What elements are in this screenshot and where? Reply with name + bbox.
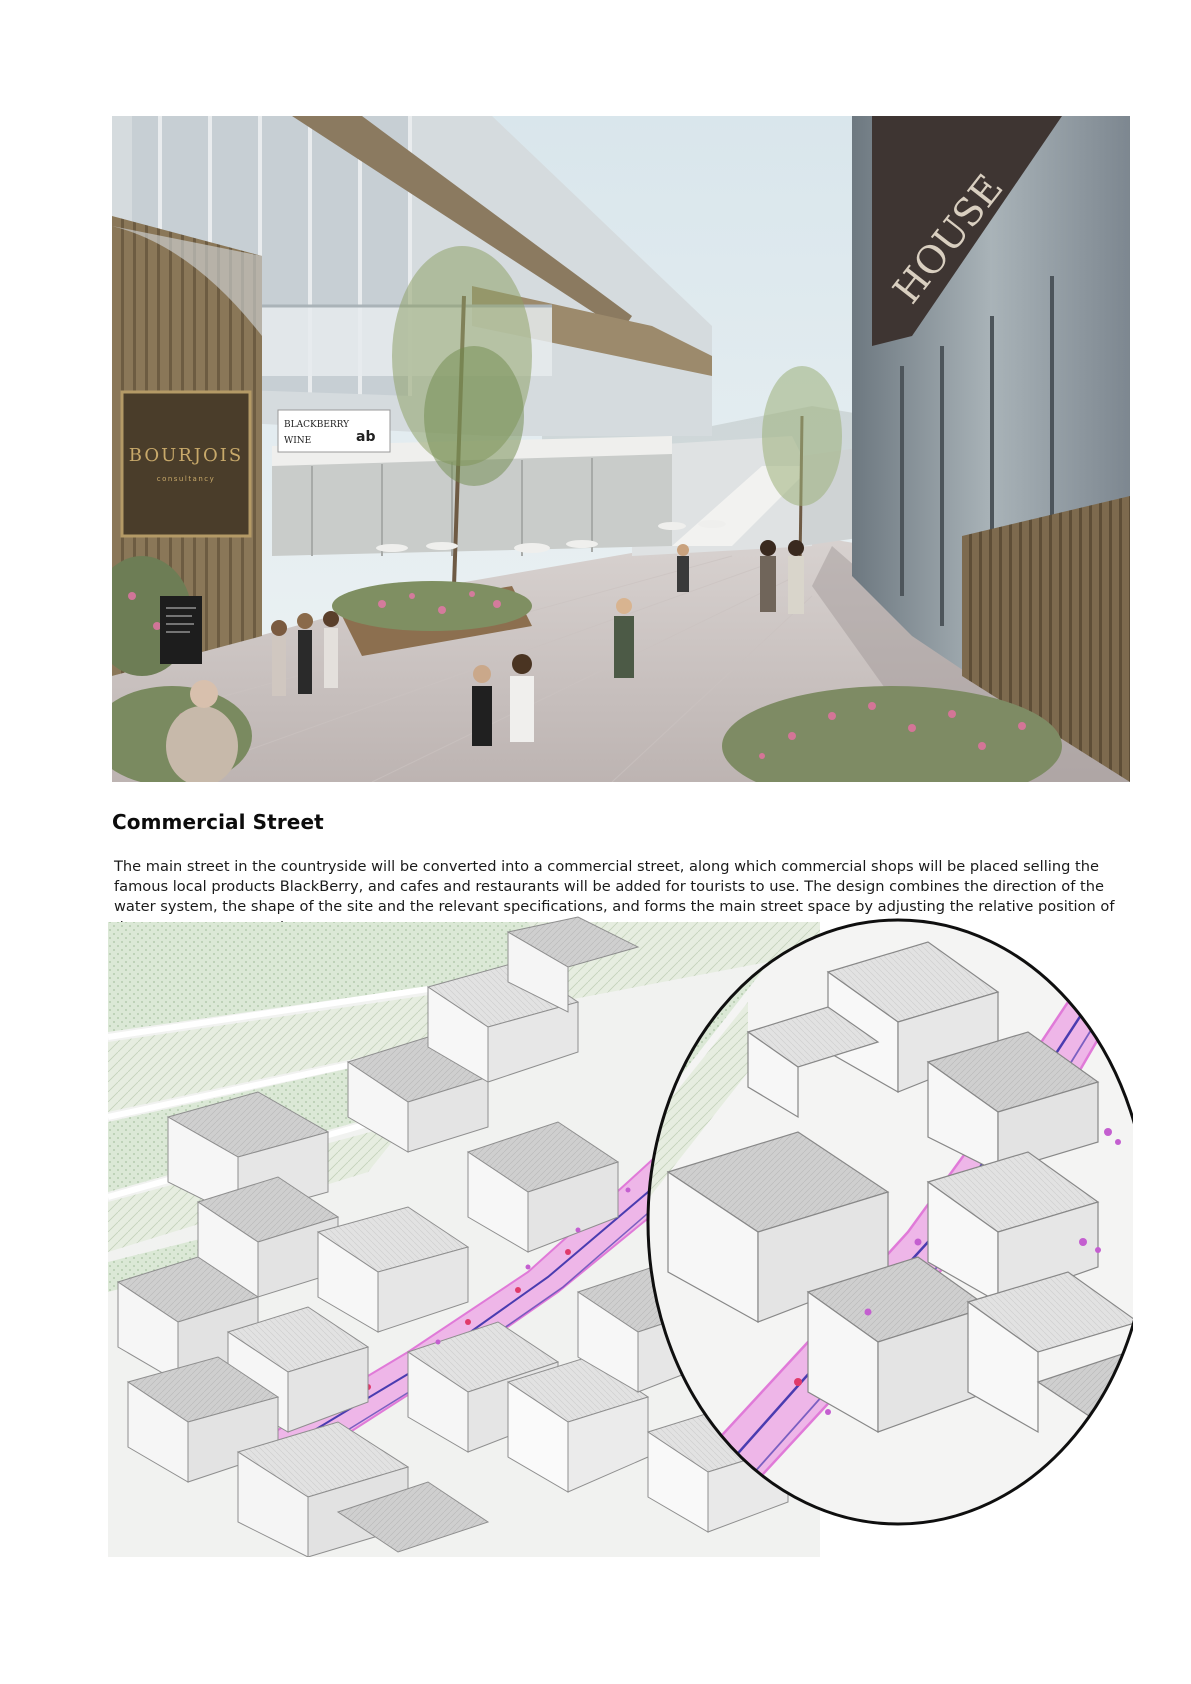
blackberry-sign-line1: BLACKBERRY (284, 420, 350, 430)
house-sign: HOUSE (884, 166, 1012, 312)
bourjois-sign-name: BOURJOIS (128, 445, 244, 466)
bourjois-sign (122, 392, 250, 536)
blackberry-logo-icon: ab (356, 429, 376, 445)
section-title: Commercial Street (112, 810, 324, 834)
blackberry-sign-line2: WINE (284, 436, 312, 446)
axonometric-street-drawing (108, 912, 1133, 1557)
commercial-street-rendering (112, 116, 1130, 782)
section-description: The main street in the countryside will be converted into a commercial street, along which commercial shops will be placed selling the famous local products BlackBerry, and cafes and restaurants will be added for tourists to use. The design combines the direction of the water system, the shape of the site and the relevant specifications, and forms the main street space by adjusting the relative position of (114, 858, 1115, 916)
bourjois-sign-sub: consultancy (156, 475, 216, 483)
blackberry-wine-sign (278, 410, 390, 452)
